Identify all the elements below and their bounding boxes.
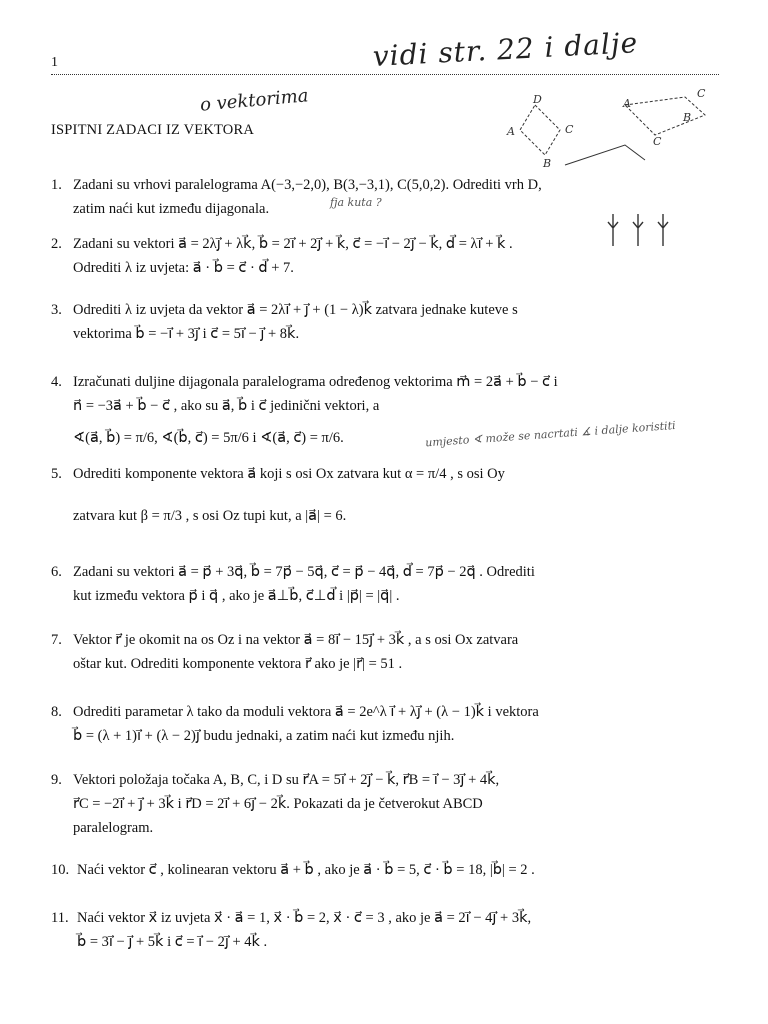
svg-text:A: A bbox=[623, 97, 631, 110]
problem-8 bbox=[51, 700, 691, 748]
problem-number: 9. bbox=[51, 772, 62, 788]
problem-number: 1. bbox=[51, 177, 62, 193]
svg-text:B: B bbox=[543, 157, 552, 170]
problem-7 bbox=[51, 628, 691, 676]
problem-line: b⃗ = (λ + 1)i⃗ + (λ − 2)j⃗ budu jednaki, a zatim naći kut između njih. bbox=[73, 728, 455, 744]
problem-number: 2. bbox=[51, 236, 62, 252]
handwritten-subtitle: o vektorima bbox=[199, 85, 310, 116]
problem-line: vektorima b⃗ = −i⃗ + 3j⃗ i c⃗ = 5i⃗ − j⃗ + 8k⃗. bbox=[73, 326, 300, 342]
problem-line: Odrediti komponente vektora a⃗ koji s osi Ox zatvara kut α = π/4 , s osi Oy bbox=[73, 466, 505, 482]
problem-9 bbox=[51, 768, 691, 840]
handwritten-header: vidi str. 22 i dalje bbox=[372, 26, 639, 73]
problem-line: zatvara kut β = π/3 , s osi Oz tupi kut, a |a⃗| = 6. bbox=[73, 508, 347, 524]
problem-line: Naći vektor c⃗ , kolinearan vektoru a⃗ + b⃗ , ako je a⃗ · b⃗ = 5, c⃗ · b⃗ = 18, |b⃗| = 2 . bbox=[77, 862, 535, 878]
problem-line: zatim naći kut između dijagonala. bbox=[73, 201, 270, 217]
problem-3 bbox=[51, 298, 691, 346]
svg-text:C: C bbox=[565, 123, 574, 136]
problem-line: n⃗ = −3a⃗ + b⃗ − c⃗ , ako su a⃗, b⃗ i c⃗ jedinični vektori, a bbox=[73, 398, 380, 414]
svg-text:C: C bbox=[653, 135, 662, 148]
problem-5 bbox=[51, 462, 691, 528]
problem-number: 7. bbox=[51, 632, 62, 648]
problem-line: Vektor r⃗ je okomit na os Oz i na vektor a⃗ = 8i⃗ − 15j⃗ + 3k⃗ , a s osi Ox zatvara bbox=[73, 632, 519, 648]
problem-line: r⃗C = −2i⃗ + j⃗ + 3k⃗ i r⃗D = 2i⃗ + 6j⃗ − 2k⃗. Pokazati da je četverokut ABCD bbox=[73, 796, 483, 812]
problem-line: Odrediti λ iz uvjeta da vektor a⃗ = 2λi⃗ + j⃗ + (1 − λ)k⃗ zatvara jednake kuteve s bbox=[73, 302, 518, 318]
svg-text:A: A bbox=[507, 125, 515, 138]
problem-line: Zadani su vrhovi paralelograma A(−3,−2,0), B(3,−3,1), C(5,0,2). Odrediti vrh D, bbox=[73, 177, 542, 193]
problem-line: oštar kut. Odrediti komponente vektora r⃗ ako je |r⃗| = 51 . bbox=[73, 656, 403, 672]
problem-line: Odrediti λ iz uvjeta: a⃗ · b⃗ = c⃗ · d⃗ + 7. bbox=[73, 260, 294, 276]
problem-line: Naći vektor x⃗ iz uvjeta x⃗ · a⃗ = 1, x⃗ · b⃗ = 2, x⃗ · c⃗ = 3 , ako je a⃗ = 2i⃗ − 4j⃗ + 3k⃗, bbox=[77, 910, 532, 926]
svg-text:C: C bbox=[697, 87, 706, 100]
problem-number: 5. bbox=[51, 466, 62, 482]
problem-line: Zadani su vektori a⃗ = 2λj⃗ + λk⃗, b⃗ = 2i⃗ + 2j⃗ + k⃗, c⃗ = −i⃗ − 2j⃗ − k⃗, d⃗ = λi⃗ + k⃗ . bbox=[73, 236, 513, 252]
problem-line: Vektori položaja točaka A, B, C, i D su r⃗A = 5i⃗ + 2j⃗ − k⃗, r⃗B = i⃗ − 3j⃗ + 4k⃗, bbox=[73, 772, 500, 788]
problem-number: 3. bbox=[51, 302, 62, 318]
problem-line: ∢(a⃗, b⃗) = π/6, ∢(b⃗, c⃗) = 5π/6 i ∢(a⃗, c⃗) = π/6. bbox=[73, 430, 344, 446]
handwritten-note: umjesto ∢ može se nacrtati ∡ i dalje koristiti bbox=[424, 418, 676, 450]
problem-11 bbox=[51, 906, 691, 954]
problem-6 bbox=[51, 560, 691, 608]
handwritten-note: fja kuta ? bbox=[330, 196, 382, 209]
problem-line: Zadani su vektori a⃗ = p⃗ + 3q⃗, b⃗ = 7p⃗ − 5q⃗, c⃗ = p⃗ − 4q⃗, d⃗ = 7p⃗ − 2q⃗ . Odrediti bbox=[73, 564, 535, 580]
svg-text:D: D bbox=[533, 93, 542, 106]
svg-text:B: B bbox=[683, 111, 692, 124]
problem-number: 8. bbox=[51, 704, 62, 720]
problem-number: 10. bbox=[51, 862, 70, 878]
document-title: ISPITNI ZADACI IZ VEKTORA bbox=[51, 122, 255, 138]
problem-number: 11. bbox=[51, 910, 69, 926]
problem-line: Odrediti parametar λ tako da moduli vektora a⃗ = 2e^λ i⃗ + λj⃗ + (λ − 1)k⃗ i vektora bbox=[73, 704, 539, 720]
problem-line: paralelogram. bbox=[73, 820, 154, 836]
parallelogram-sketch bbox=[505, 87, 745, 175]
problem-2 bbox=[51, 232, 691, 280]
problem-line: Izračunati duljine dijagonala paralelograma određenog vektorima m⃗ = 2a⃗ + b⃗ − c⃗ i bbox=[73, 374, 558, 390]
header-rule bbox=[51, 74, 719, 75]
problem-line: kut između vektora p⃗ i q⃗ , ako je a⃗⊥b⃗, c⃗⊥d⃗ i |p⃗| = |q⃗| . bbox=[73, 588, 400, 604]
problem-10 bbox=[51, 858, 691, 882]
problem-line: b⃗ = 3i⃗ − j⃗ + 5k⃗ i c⃗ = i⃗ − 2j⃗ + 4k⃗ . bbox=[77, 934, 268, 950]
problem-number: 4. bbox=[51, 374, 62, 390]
page-number: 1 bbox=[51, 55, 58, 70]
problem-number: 6. bbox=[51, 564, 62, 580]
